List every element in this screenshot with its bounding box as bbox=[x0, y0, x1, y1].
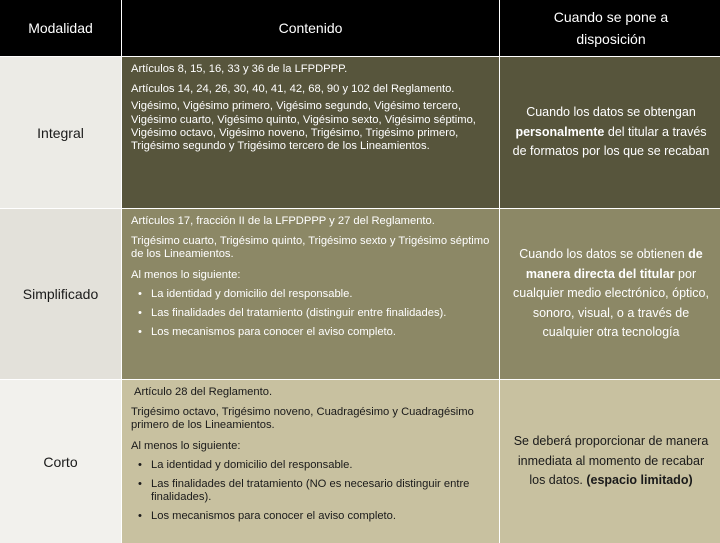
list-item: • Las finalidades del tratamiento (distinguir entre finalidades). bbox=[151, 307, 491, 320]
contenido-al-menos: Al menos lo siguiente: bbox=[131, 439, 241, 452]
header-disposicion: Cuando se pone a disposición bbox=[500, 0, 720, 56]
requisitos-list bbox=[131, 288, 491, 340]
modalidad-simplificado: Simplificado bbox=[0, 209, 121, 379]
contenido-articulos: Artículos 17, fracción II de la LFPDPPP y 27 del Reglamento. bbox=[131, 215, 435, 227]
modalidad-integral: Integral bbox=[0, 57, 121, 208]
modalidad-corto: Corto bbox=[0, 380, 121, 543]
contenido-articulos: Artículo 28 del Reglamento. bbox=[134, 386, 273, 398]
list-item: • Las finalidades del tratamiento (NO es necesario distinguir entre finalidades). bbox=[151, 478, 491, 504]
contenido-integral bbox=[122, 57, 499, 208]
contenido-reglamento: Artículos 14, 24, 26, 30, 40, 41, 42, 68, 90 y 102 del Reglamento. bbox=[131, 83, 455, 96]
disposicion-integral: Cuando los datos se obtengan personalmente del titular a través de formatos por los que se recaban bbox=[500, 57, 720, 208]
contenido-lineamientos: Trigésimo cuarto, Trigésimo quinto, Trigésimo sexto y Trigésimo séptimo de los Lineamientos. bbox=[131, 235, 490, 261]
contenido-al-menos: Al menos lo siguiente: bbox=[131, 268, 241, 281]
list-item: • Los mecanismos para conocer el aviso completo. bbox=[151, 326, 491, 339]
header-contenido: Contenido bbox=[122, 0, 499, 56]
list-item: • La identidad y domicilio del responsable. bbox=[151, 288, 491, 301]
contenido-lineamientos: Vigésimo, Vigésimo primero, Vigésimo segundo, Vigésimo tercero, Vigésimo cuarto, Vigésimo quinto, Vigésimo sexto, Vigésimo séptimo, Vigésimo octavo, Vigésimo noveno, Trigésimo, Trigésimo primero, Trigésimo segundo y Trigésimo tercero de los Lineamientos. bbox=[131, 100, 476, 153]
disposicion-corto: Se deberá proporcionar de manera inmediata al momento de recabar los datos. (espacio limitado) bbox=[500, 380, 720, 543]
list-item: • Los mecanismos para conocer el aviso completo. bbox=[151, 510, 491, 523]
contenido-simplificado bbox=[122, 209, 499, 379]
header-modalidad: Modalidad bbox=[0, 0, 121, 56]
contenido-articulos: Artículos 8, 15, 16, 33 y 36 de la LFPDPPP. bbox=[131, 63, 348, 75]
list-item: • La identidad y domicilio del responsable. bbox=[151, 459, 491, 472]
disposicion-simplificado: Cuando los datos se obtienen de manera directa del titular por cualquier medio electrónico, óptico, sonoro, visual, o a través de cualquier otra tecnología bbox=[500, 209, 720, 379]
contenido-corto bbox=[122, 380, 499, 543]
contenido-lineamientos: Trigésimo octavo, Trigésimo noveno, Cuadragésimo y Cuadragésimo primero de los Lineamientos. bbox=[131, 406, 474, 432]
requisitos-list bbox=[131, 459, 491, 524]
